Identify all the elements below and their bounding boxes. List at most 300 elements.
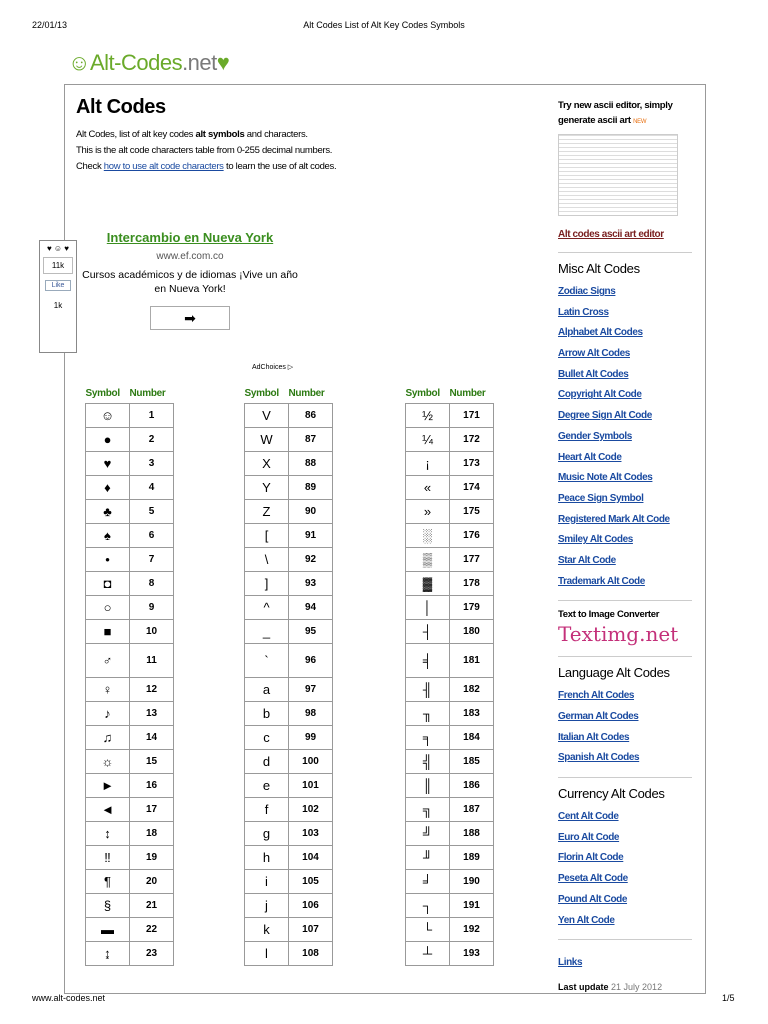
currency-item-link[interactable]: Peseta Alt Code [558, 873, 628, 885]
table-row [245, 822, 333, 846]
symbol-cell: ╕ [406, 726, 450, 750]
table-row [406, 798, 494, 822]
misc-item [558, 446, 692, 467]
table-row [406, 620, 494, 644]
language-item [558, 746, 692, 767]
symbol-cell: ↕ [86, 822, 130, 846]
symbol-cell: └ [406, 918, 450, 942]
symbol-cell: § [86, 894, 130, 918]
number-cell: 103 [289, 822, 333, 846]
table-row [245, 846, 333, 870]
misc-item [558, 404, 692, 425]
misc-item-link[interactable]: Copyright Alt Code [558, 389, 642, 401]
table-row [86, 894, 174, 918]
social-icons[interactable]: ♥ ☺ ♥ [46, 244, 70, 253]
number-cell: 172 [450, 428, 494, 452]
symbol-cell: ► [86, 774, 130, 798]
table-row [86, 500, 174, 524]
currency-section-title: Currency Alt Codes [558, 786, 665, 802]
language-item-link[interactable]: German Alt Codes [558, 711, 639, 722]
currency-item [558, 867, 692, 888]
table-row [245, 596, 333, 620]
table-row [245, 750, 333, 774]
number-cell: 87 [289, 428, 333, 452]
table-row [86, 942, 174, 966]
table-row [245, 428, 333, 452]
table-row [406, 404, 494, 428]
number-cell: 15 [130, 750, 174, 774]
number-cell: 22 [130, 918, 174, 942]
symbol-cell: « [406, 476, 450, 500]
table-row [86, 726, 174, 750]
new-badge: NEW [633, 119, 647, 125]
symbol-cell: ½ [406, 404, 450, 428]
table-row [406, 596, 494, 620]
editor-link[interactable]: Alt codes ascii art editor [558, 229, 664, 240]
currency-item [558, 888, 692, 909]
like-count: 1k [53, 301, 63, 310]
table-row [86, 750, 174, 774]
how-to-use-link[interactable]: how to use alt code characters [103, 161, 224, 172]
symbol-cell: ╝ [406, 822, 450, 846]
number-cell: 105 [289, 870, 333, 894]
number-cell: 21 [130, 894, 174, 918]
symbol-cell: » [406, 500, 450, 524]
table-row [86, 572, 174, 596]
misc-item [558, 301, 692, 322]
symbol-cell: ▬ [86, 918, 130, 942]
last-update: Last update 21 July 2012 [558, 982, 663, 993]
number-header: Number [288, 388, 325, 399]
symbol-cell: e [245, 774, 289, 798]
language-links [558, 684, 692, 767]
symbol-cell: j [245, 894, 289, 918]
table-row [86, 644, 174, 678]
symbol-cell: ╖ [406, 702, 450, 726]
table-row [406, 750, 494, 774]
number-cell: 100 [289, 750, 333, 774]
intro-line-3: Check how to use alt code characters to learn the use of alt codes. [76, 161, 337, 172]
table-row [245, 404, 333, 428]
intro-text [76, 127, 546, 175]
symbol-cell: • [86, 548, 130, 572]
symbol-cell: [ [245, 524, 289, 548]
misc-item [558, 528, 692, 549]
symbol-cell: W [245, 428, 289, 452]
currency-item [558, 909, 692, 930]
number-cell: 1 [130, 404, 174, 428]
number-cell: 5 [130, 500, 174, 524]
number-cell: 89 [289, 476, 333, 500]
symbol-cell: h [245, 846, 289, 870]
symbol-cell: ☼ [86, 750, 130, 774]
ad-url: www.ef.com.co [156, 251, 224, 262]
number-cell: 96 [289, 644, 333, 678]
language-section-title: Language Alt Codes [558, 665, 670, 681]
symbol-cell: ║ [406, 774, 450, 798]
misc-item-link[interactable]: Gender Symbols [558, 430, 632, 442]
misc-item [558, 383, 692, 404]
table-row [245, 644, 333, 678]
number-cell: 13 [130, 702, 174, 726]
ad-title-link[interactable]: Intercambio en Nueva York [106, 230, 274, 245]
misc-item [558, 466, 692, 487]
number-cell: 182 [450, 678, 494, 702]
number-cell: 93 [289, 572, 333, 596]
number-cell: 20 [130, 870, 174, 894]
number-cell: 177 [450, 548, 494, 572]
site-logo[interactable] [68, 50, 229, 76]
print-title: Alt Codes List of Alt Key Codes Symbols [303, 20, 465, 30]
symbol-cell: X [245, 452, 289, 476]
symbol-cell: b [245, 702, 289, 726]
number-cell: 95 [289, 620, 333, 644]
table-row [245, 500, 333, 524]
number-cell: 108 [289, 942, 333, 966]
misc-item-link[interactable]: Star Alt Code [558, 554, 616, 566]
number-cell: 102 [289, 798, 333, 822]
table-row [406, 428, 494, 452]
number-cell: 90 [289, 500, 333, 524]
symbol-cell: ▓ [406, 572, 450, 596]
footer-url: www.alt-codes.net [32, 993, 106, 1003]
symbol-cell: c [245, 726, 289, 750]
editor-promo: Try new ascii editor, simply generate ascii art NEW [558, 100, 673, 126]
symbol-cell: d [245, 750, 289, 774]
number-cell: 18 [130, 822, 174, 846]
misc-item-link[interactable]: Music Note Alt Codes [558, 472, 653, 484]
symbol-cell: ♠ [86, 524, 130, 548]
symbol-cell: ♀ [86, 678, 130, 702]
symbol-cell: ♫ [86, 726, 130, 750]
logo-domain: .net [182, 50, 217, 75]
number-cell: 99 [289, 726, 333, 750]
symbol-cell: Y [245, 476, 289, 500]
symbol-cell: ◘ [86, 572, 130, 596]
intro-line-1: Alt Codes, list of alt key codes alt symbols and characters. [76, 129, 308, 140]
table-row [86, 476, 174, 500]
symbol-cell: ¼ [406, 428, 450, 452]
table-row [245, 942, 333, 966]
main-content [76, 92, 546, 175]
smiley-icon: ☺ [68, 50, 90, 75]
language-item [558, 684, 692, 705]
ad-arrow-button[interactable]: ➡ [150, 306, 230, 330]
symbol-cell: ■ [86, 620, 130, 644]
table-row [86, 678, 174, 702]
symbol-cell: ╢ [406, 678, 450, 702]
table-row [86, 452, 174, 476]
number-cell: 94 [289, 596, 333, 620]
table-row [406, 726, 494, 750]
number-cell: 12 [130, 678, 174, 702]
number-cell: 19 [130, 846, 174, 870]
currency-item [558, 826, 692, 847]
number-cell: 6 [130, 524, 174, 548]
symbol-cell: ● [86, 428, 130, 452]
misc-item [558, 280, 692, 301]
ad-block [78, 230, 302, 330]
alt-code-table-3 [405, 388, 494, 966]
currency-item-link[interactable]: Pound Alt Code [558, 893, 628, 905]
misc-item-link[interactable]: Heart Alt Code [558, 451, 622, 463]
currency-item-link[interactable]: Euro Alt Code [558, 831, 620, 843]
table-row [86, 846, 174, 870]
page-title: Alt Codes [76, 96, 166, 118]
table-row [245, 726, 333, 750]
symbol-cell: ◄ [86, 798, 130, 822]
number-cell: 184 [450, 726, 494, 750]
number-cell: 11 [130, 644, 174, 678]
number-header: Number [129, 388, 166, 399]
symbol-cell: ╣ [406, 750, 450, 774]
number-header: Number [449, 388, 486, 399]
symbol-cell: f [245, 798, 289, 822]
currency-links [558, 805, 692, 929]
number-cell: 174 [450, 476, 494, 500]
number-cell: 8 [130, 572, 174, 596]
number-cell: 175 [450, 500, 494, 524]
table-row [86, 822, 174, 846]
symbol-cell: a [245, 678, 289, 702]
number-cell: 106 [289, 894, 333, 918]
symbol-cell: _ [245, 620, 289, 644]
like-button[interactable]: Like [45, 280, 71, 291]
number-cell: 171 [450, 404, 494, 428]
symbol-cell: ╜ [406, 846, 450, 870]
language-item-link[interactable]: Spanish Alt Codes [558, 752, 640, 764]
number-cell: 186 [450, 774, 494, 798]
symbol-header: Symbol [244, 388, 279, 399]
symbol-cell: \ [245, 548, 289, 572]
number-cell: 23 [130, 942, 174, 966]
symbol-cell: ╗ [406, 798, 450, 822]
table-row [86, 404, 174, 428]
table-row [406, 822, 494, 846]
ad-text: Cursos académicos y de idiomas ¡Vive un año en Nueva York! [82, 269, 298, 295]
symbol-cell: ‼ [86, 846, 130, 870]
table-row [406, 942, 494, 966]
number-cell: 17 [130, 798, 174, 822]
number-cell: 98 [289, 702, 333, 726]
misc-item [558, 487, 692, 508]
symbol-cell: Z [245, 500, 289, 524]
number-cell: 14 [130, 726, 174, 750]
table-row [86, 702, 174, 726]
symbol-cell: ┐ [406, 894, 450, 918]
number-cell: 188 [450, 822, 494, 846]
table-row [406, 702, 494, 726]
number-cell: 187 [450, 798, 494, 822]
symbol-cell: ♦ [86, 476, 130, 500]
converter-label: Text to Image Converter [558, 609, 660, 621]
misc-links [558, 280, 692, 590]
number-cell: 189 [450, 846, 494, 870]
misc-item-link[interactable]: Registered Mark Alt Code [558, 513, 670, 525]
symbol-cell: k [245, 918, 289, 942]
table-row [245, 774, 333, 798]
table-row [406, 846, 494, 870]
number-cell: 190 [450, 870, 494, 894]
symbol-header: Symbol [85, 388, 120, 399]
table-row [245, 524, 333, 548]
symbol-cell: ┴ [406, 942, 450, 966]
language-item-link[interactable]: Italian Alt Codes [558, 731, 630, 743]
table-row [406, 500, 494, 524]
number-cell: 178 [450, 572, 494, 596]
number-cell: 4 [130, 476, 174, 500]
number-cell: 183 [450, 702, 494, 726]
symbol-cell: ○ [86, 596, 130, 620]
misc-item [558, 549, 692, 570]
share-count: 11k [43, 257, 73, 274]
symbol-cell: V [245, 404, 289, 428]
symbol-cell: ♪ [86, 702, 130, 726]
table-row [245, 798, 333, 822]
number-cell: 179 [450, 596, 494, 620]
sidebar [558, 98, 692, 992]
table-row [245, 918, 333, 942]
number-cell: 91 [289, 524, 333, 548]
misc-item-link[interactable]: Alphabet Alt Codes [558, 327, 643, 339]
table-row [245, 870, 333, 894]
table-row [406, 452, 494, 476]
number-cell: 97 [289, 678, 333, 702]
heart-icon: ♥ [216, 50, 230, 75]
symbol-cell: ▒ [406, 548, 450, 572]
number-cell: 180 [450, 620, 494, 644]
number-cell: 173 [450, 452, 494, 476]
links-link[interactable]: Links [558, 957, 583, 969]
number-cell: 185 [450, 750, 494, 774]
misc-item-link[interactable]: Smiley Alt Codes [558, 534, 633, 546]
number-cell: 107 [289, 918, 333, 942]
number-cell: 92 [289, 548, 333, 572]
number-cell: 104 [289, 846, 333, 870]
misc-item-link[interactable]: Degree Sign Alt Code [558, 410, 652, 422]
intro-line-2: This is the alt code characters table from 0-255 decimal numbers. [76, 145, 333, 156]
symbol-cell: ┤ [406, 620, 450, 644]
number-cell: 16 [130, 774, 174, 798]
table-row [86, 918, 174, 942]
misc-item-link[interactable]: Latin Cross [558, 306, 609, 318]
symbol-cell: ` [245, 644, 289, 678]
symbol-cell: │ [406, 596, 450, 620]
logo-text: Alt-Codes [89, 50, 183, 75]
table-row [86, 620, 174, 644]
symbol-header: Symbol [405, 388, 440, 399]
misc-item [558, 425, 692, 446]
number-cell: 7 [130, 548, 174, 572]
number-cell: 181 [450, 644, 494, 678]
language-item-link[interactable]: French Alt Codes [558, 690, 635, 702]
misc-item [558, 321, 692, 342]
misc-item [558, 342, 692, 363]
language-item [558, 705, 692, 726]
alt-code-table-2 [244, 388, 333, 966]
table-row [86, 548, 174, 572]
textimg-logo[interactable]: Textimg.net [558, 622, 679, 647]
currency-item-link[interactable]: Florin Alt Code [558, 852, 624, 864]
misc-item-link[interactable]: Trademark Alt Code [558, 575, 645, 587]
number-cell: 192 [450, 918, 494, 942]
symbol-cell: ░ [406, 524, 450, 548]
misc-item-link[interactable]: Bullet Alt Codes [558, 368, 629, 380]
table-row [406, 524, 494, 548]
currency-item [558, 846, 692, 867]
symbol-cell: ♥ [86, 452, 130, 476]
number-cell: 2 [130, 428, 174, 452]
misc-item-link[interactable]: Arrow Alt Codes [558, 348, 630, 360]
table-row [86, 774, 174, 798]
misc-item [558, 570, 692, 591]
table-row [86, 524, 174, 548]
symbol-cell: ╡ [406, 644, 450, 678]
number-cell: 191 [450, 894, 494, 918]
table-row [86, 798, 174, 822]
table-row [245, 702, 333, 726]
table-row [245, 476, 333, 500]
symbol-cell: ↨ [86, 942, 130, 966]
table-row [245, 894, 333, 918]
table-row [406, 644, 494, 678]
number-cell: 193 [450, 942, 494, 966]
table-row [245, 548, 333, 572]
number-cell: 9 [130, 596, 174, 620]
table-row [86, 428, 174, 452]
table-row [406, 476, 494, 500]
misc-item-link[interactable]: Peace Sign Symbol [558, 492, 644, 504]
symbol-cell: g [245, 822, 289, 846]
editor-thumbnail[interactable] [558, 134, 678, 216]
symbol-cell: ^ [245, 596, 289, 620]
table-row [245, 678, 333, 702]
number-cell: 101 [289, 774, 333, 798]
footer-page-number: 1/5 [722, 993, 735, 1003]
table-row [406, 678, 494, 702]
symbol-cell: l [245, 942, 289, 966]
number-cell: 10 [130, 620, 174, 644]
table-row [245, 620, 333, 644]
language-item [558, 726, 692, 747]
currency-item-link[interactable]: Cent Alt Code [558, 811, 619, 823]
table-row [406, 572, 494, 596]
misc-item-link[interactable]: Zodiac Signs [558, 286, 616, 297]
number-cell: 86 [289, 404, 333, 428]
table-row [406, 548, 494, 572]
print-date: 22/01/13 [32, 20, 68, 30]
table-row [406, 774, 494, 798]
symbol-cell: ] [245, 572, 289, 596]
misc-section-title: Misc Alt Codes [558, 261, 640, 276]
misc-item [558, 508, 692, 529]
symbol-cell: i [245, 870, 289, 894]
currency-item-link[interactable]: Yen Alt Code [558, 914, 615, 926]
table-row [406, 918, 494, 942]
table-row [245, 572, 333, 596]
number-cell: 176 [450, 524, 494, 548]
table-row [406, 894, 494, 918]
symbol-cell: ¶ [86, 870, 130, 894]
adchoices-label[interactable]: AdChoices ▷ [252, 364, 294, 371]
currency-item [558, 805, 692, 826]
table-row [86, 596, 174, 620]
number-cell: 88 [289, 452, 333, 476]
symbol-cell: ╛ [406, 870, 450, 894]
symbol-cell: ♂ [86, 644, 130, 678]
table-row [406, 870, 494, 894]
misc-item [558, 363, 692, 384]
